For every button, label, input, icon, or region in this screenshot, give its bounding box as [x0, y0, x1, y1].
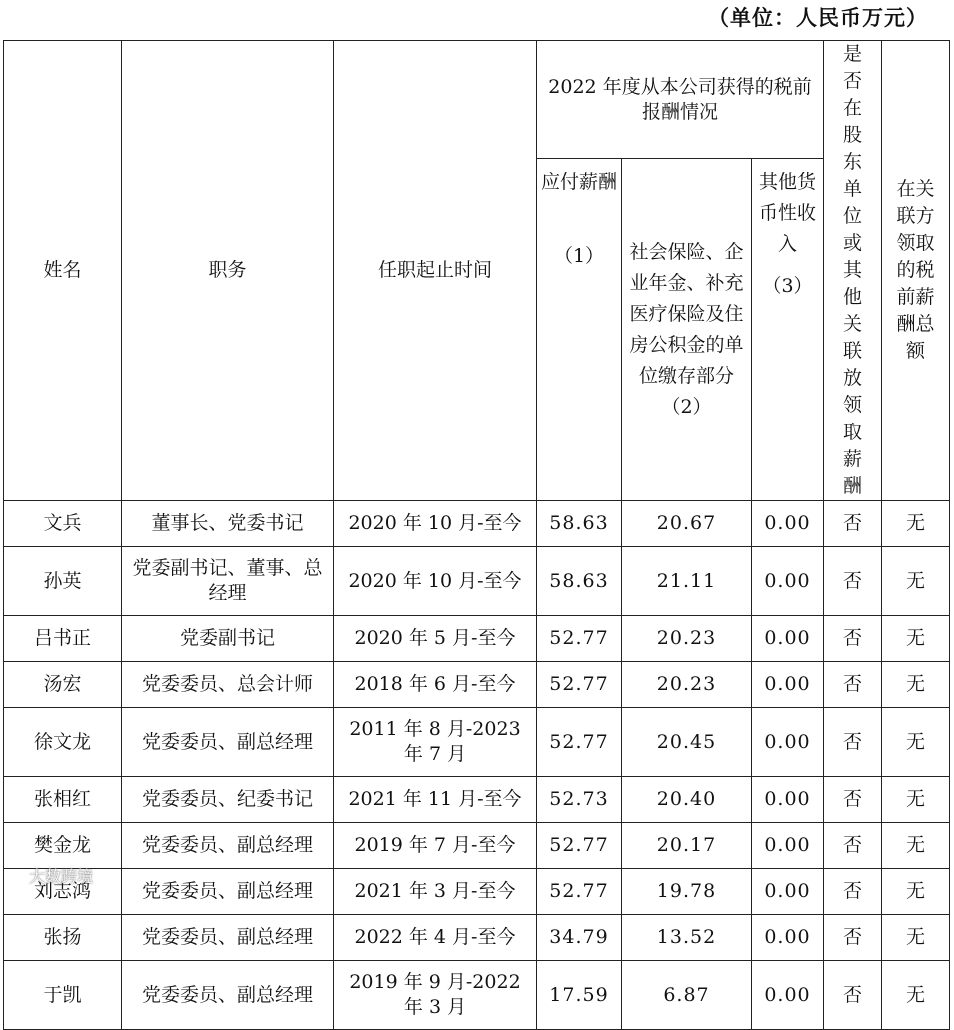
cell-position — [122, 662, 334, 708]
cell-related-text: 无 — [905, 788, 925, 810]
cell-shareholder — [824, 823, 882, 869]
table-body — [4, 501, 950, 1030]
header-salary-no: （1） — [553, 245, 605, 268]
cell-insurance-text: 20.23 — [656, 673, 717, 695]
cell-related — [882, 961, 950, 1030]
unit-note: （单位：人民币万元） — [708, 5, 928, 30]
cell-salary — [537, 915, 622, 961]
cell-related-text: 无 — [905, 880, 925, 902]
cell-position-text: 党委副书记 — [179, 627, 275, 649]
cell-other-text: 0.00 — [764, 730, 811, 753]
cell-insurance — [622, 547, 752, 616]
header-other-text: 其他货币性收入 — [758, 171, 816, 256]
cell-other-text: 0.00 — [764, 983, 811, 1006]
cell-salary-text: 17.59 — [549, 983, 609, 1006]
table-row — [4, 961, 950, 1030]
cell-name — [4, 501, 122, 547]
cell-position — [122, 915, 334, 961]
cell-insurance — [622, 961, 752, 1030]
cell-position — [122, 708, 334, 777]
cell-other — [752, 777, 824, 823]
cell-name — [4, 616, 122, 662]
cell-insurance — [622, 708, 752, 777]
cell-salary-text: 52.77 — [549, 880, 609, 902]
cell-shareholder-text: 否 — [842, 627, 862, 649]
cell-shareholder — [824, 777, 882, 823]
cell-term-text: 2021 年 11 月-至今 — [348, 788, 522, 810]
cell-position-text: 党委委员、副总经理 — [141, 834, 313, 856]
cell-name — [4, 708, 122, 777]
cell-position-text: 党委委员、副总经理 — [141, 880, 313, 902]
header-other-no: （3） — [762, 275, 813, 298]
cell-insurance-text: 13.52 — [656, 926, 717, 948]
cell-salary — [537, 777, 622, 823]
cell-salary — [537, 662, 622, 708]
cell-salary-text: 52.73 — [549, 788, 609, 810]
cell-related — [882, 501, 950, 547]
cell-salary — [537, 501, 622, 547]
cell-shareholder-text: 否 — [842, 880, 862, 902]
cell-insurance — [622, 501, 752, 547]
cell-other — [752, 501, 824, 547]
cell-term — [334, 662, 537, 708]
header-insurance-text: 社会保险、企业年金、补充医疗保险及住房公积金的单位缴存部分 — [629, 240, 744, 387]
cell-other-text: 0.00 — [764, 926, 811, 948]
cell-position-text: 党委委员、副总经理 — [141, 926, 313, 948]
cell-position — [122, 616, 334, 662]
cell-related — [882, 547, 950, 616]
cell-name — [4, 662, 122, 708]
cell-insurance-text: 20.45 — [656, 730, 717, 753]
cell-insurance-text: 19.78 — [656, 880, 717, 902]
table-row — [4, 547, 950, 616]
cell-name-text: 汤宏 — [43, 673, 82, 695]
cell-term-text: 2011 年 8 月-2023 年 7 月 — [349, 718, 521, 765]
cell-term — [334, 915, 537, 961]
cell-salary-text: 58.63 — [549, 512, 609, 534]
cell-position-text: 党委委员、纪委书记 — [141, 788, 313, 810]
cell-related-text: 无 — [905, 627, 925, 649]
cell-insurance — [622, 777, 752, 823]
cell-name — [4, 915, 122, 961]
header-insurance — [622, 159, 752, 501]
header-term: 任职起止时间 — [334, 41, 537, 501]
cell-term — [334, 547, 537, 616]
cell-salary — [537, 547, 622, 616]
cell-position — [122, 823, 334, 869]
cell-position — [122, 501, 334, 547]
cell-related — [882, 662, 950, 708]
cell-shareholder — [824, 915, 882, 961]
cell-other-text: 0.00 — [764, 627, 811, 649]
cell-insurance — [622, 616, 752, 662]
cell-shareholder-text: 否 — [842, 673, 862, 695]
cell-insurance — [622, 823, 752, 869]
cell-other-text: 0.00 — [764, 569, 811, 592]
cell-term-text: 2019 年 7 月-至今 — [354, 834, 516, 856]
cell-shareholder — [824, 708, 882, 777]
cell-related — [882, 616, 950, 662]
table-row — [4, 777, 950, 823]
header-group-text: 2022 年度从本公司获得的税前报酬情况 — [548, 75, 812, 123]
cell-salary — [537, 961, 622, 1030]
cell-other-text: 0.00 — [764, 834, 811, 856]
compensation-table — [3, 40, 950, 1030]
watermark-text: 大数跨境 — [29, 866, 94, 886]
cell-name-text: 张相红 — [33, 788, 91, 810]
cell-insurance-text: 20.17 — [656, 834, 717, 856]
cell-salary-text: 52.77 — [549, 834, 609, 856]
table-row — [4, 708, 950, 777]
cell-shareholder-text: 否 — [842, 730, 862, 753]
table-row — [4, 915, 950, 961]
cell-position — [122, 547, 334, 616]
cell-term-text: 2022 年 4 月-至今 — [354, 926, 516, 948]
cell-term — [334, 501, 537, 547]
cell-related-text: 无 — [905, 834, 925, 856]
cell-term — [334, 961, 537, 1030]
cell-term-text: 2019 年 9 月-2022 年 3 月 — [349, 971, 521, 1018]
cell-insurance — [622, 662, 752, 708]
cell-position — [122, 961, 334, 1030]
cell-term-text: 2020 年 10 月-至今 — [348, 512, 522, 534]
cell-salary-text: 52.77 — [549, 627, 609, 649]
cell-term-text: 2018 年 6 月-至今 — [354, 673, 516, 695]
header-name: 姓名 — [4, 41, 122, 501]
cell-related-text: 无 — [905, 983, 925, 1006]
header-salary-text: 应付薪酬 — [541, 171, 618, 194]
cell-other — [752, 547, 824, 616]
header-salary — [537, 159, 622, 501]
header-insurance-no: （2） — [661, 395, 712, 418]
cell-other-text: 0.00 — [764, 788, 811, 810]
cell-salary-text: 52.77 — [549, 673, 609, 695]
header-related-text: 在关联方领取的税前薪酬总额 — [896, 178, 935, 362]
cell-insurance-text: 20.67 — [656, 512, 717, 534]
cell-insurance-text: 20.23 — [656, 627, 717, 649]
cell-salary — [537, 708, 622, 777]
watermark — [6, 862, 93, 888]
cell-name — [4, 547, 122, 616]
table-row — [4, 501, 950, 547]
cell-salary-text: 34.79 — [549, 926, 609, 948]
header-shareholder-text: 是否在股东单位或其他关联放领取薪酬 — [842, 43, 862, 497]
cell-name-text: 文兵 — [43, 512, 82, 534]
cell-name-text: 张扬 — [43, 926, 82, 948]
cell-shareholder-text: 否 — [842, 788, 862, 810]
cell-insurance-text: 21.11 — [656, 569, 717, 592]
cell-salary — [537, 823, 622, 869]
cell-name — [4, 777, 122, 823]
cell-insurance-text: 6.87 — [663, 983, 710, 1006]
cell-insurance-text: 20.40 — [656, 788, 717, 810]
cell-other-text: 0.00 — [764, 880, 811, 902]
cell-name-text: 孙英 — [43, 569, 82, 592]
cell-insurance — [622, 915, 752, 961]
header-shareholder — [824, 41, 882, 501]
cell-related-text: 无 — [905, 926, 925, 948]
header-related — [882, 41, 950, 501]
cell-name-text: 徐文龙 — [33, 730, 91, 753]
cell-shareholder — [824, 961, 882, 1030]
cell-term — [334, 616, 537, 662]
cell-name-text: 吕书正 — [33, 627, 91, 649]
cell-term — [334, 777, 537, 823]
cell-position — [122, 777, 334, 823]
cell-shareholder — [824, 547, 882, 616]
cell-shareholder-text: 否 — [842, 569, 862, 592]
cell-other — [752, 708, 824, 777]
cell-related — [882, 823, 950, 869]
cell-related — [882, 708, 950, 777]
watermark-logo-icon — [6, 867, 26, 883]
cell-term-text: 2020 年 10 月-至今 — [348, 569, 522, 592]
cell-shareholder — [824, 616, 882, 662]
cell-related — [882, 777, 950, 823]
cell-name-text: 刘志鸿 — [33, 880, 91, 902]
cell-term-text: 2020 年 5 月-至今 — [354, 627, 516, 649]
cell-shareholder-text: 否 — [842, 926, 862, 948]
cell-position-text: 党委委员、副总经理 — [141, 730, 313, 753]
cell-name — [4, 961, 122, 1030]
cell-related-text: 无 — [905, 569, 925, 592]
cell-name-text: 于凯 — [43, 983, 82, 1006]
cell-other — [752, 662, 824, 708]
cell-position-text: 党委委员、总会计师 — [141, 673, 313, 695]
cell-term — [334, 708, 537, 777]
table-row — [4, 823, 950, 869]
cell-other — [752, 616, 824, 662]
cell-other — [752, 961, 824, 1030]
cell-shareholder-text: 否 — [842, 983, 862, 1006]
cell-salary — [537, 616, 622, 662]
table-row — [4, 616, 950, 662]
header-other — [752, 159, 824, 501]
cell-shareholder — [824, 662, 882, 708]
cell-shareholder-text: 否 — [842, 834, 862, 856]
header-position: 职务 — [122, 41, 334, 501]
cell-name-text: 樊金龙 — [33, 834, 91, 856]
cell-salary-text: 52.77 — [549, 730, 609, 753]
cell-other — [752, 823, 824, 869]
header-group — [537, 41, 824, 159]
cell-term-text: 2021 年 3 月-至今 — [354, 880, 516, 902]
cell-related-text: 无 — [905, 730, 925, 753]
cell-shareholder — [824, 501, 882, 547]
cell-other-text: 0.00 — [764, 673, 811, 695]
cell-related — [882, 915, 950, 961]
cell-related-text: 无 — [905, 673, 925, 695]
table-row — [4, 662, 950, 708]
cell-other-text: 0.00 — [764, 512, 811, 534]
cell-related-text: 无 — [905, 512, 925, 534]
cell-position-text: 董事长、党委书记 — [151, 512, 304, 534]
cell-shareholder-text: 否 — [842, 512, 862, 534]
cell-position-text: 党委委员、副总经理 — [141, 983, 313, 1006]
cell-salary-text: 58.63 — [549, 569, 609, 592]
cell-other — [752, 915, 824, 961]
cell-position-text: 党委副书记、董事、总经理 — [132, 557, 323, 604]
cell-term — [334, 823, 537, 869]
